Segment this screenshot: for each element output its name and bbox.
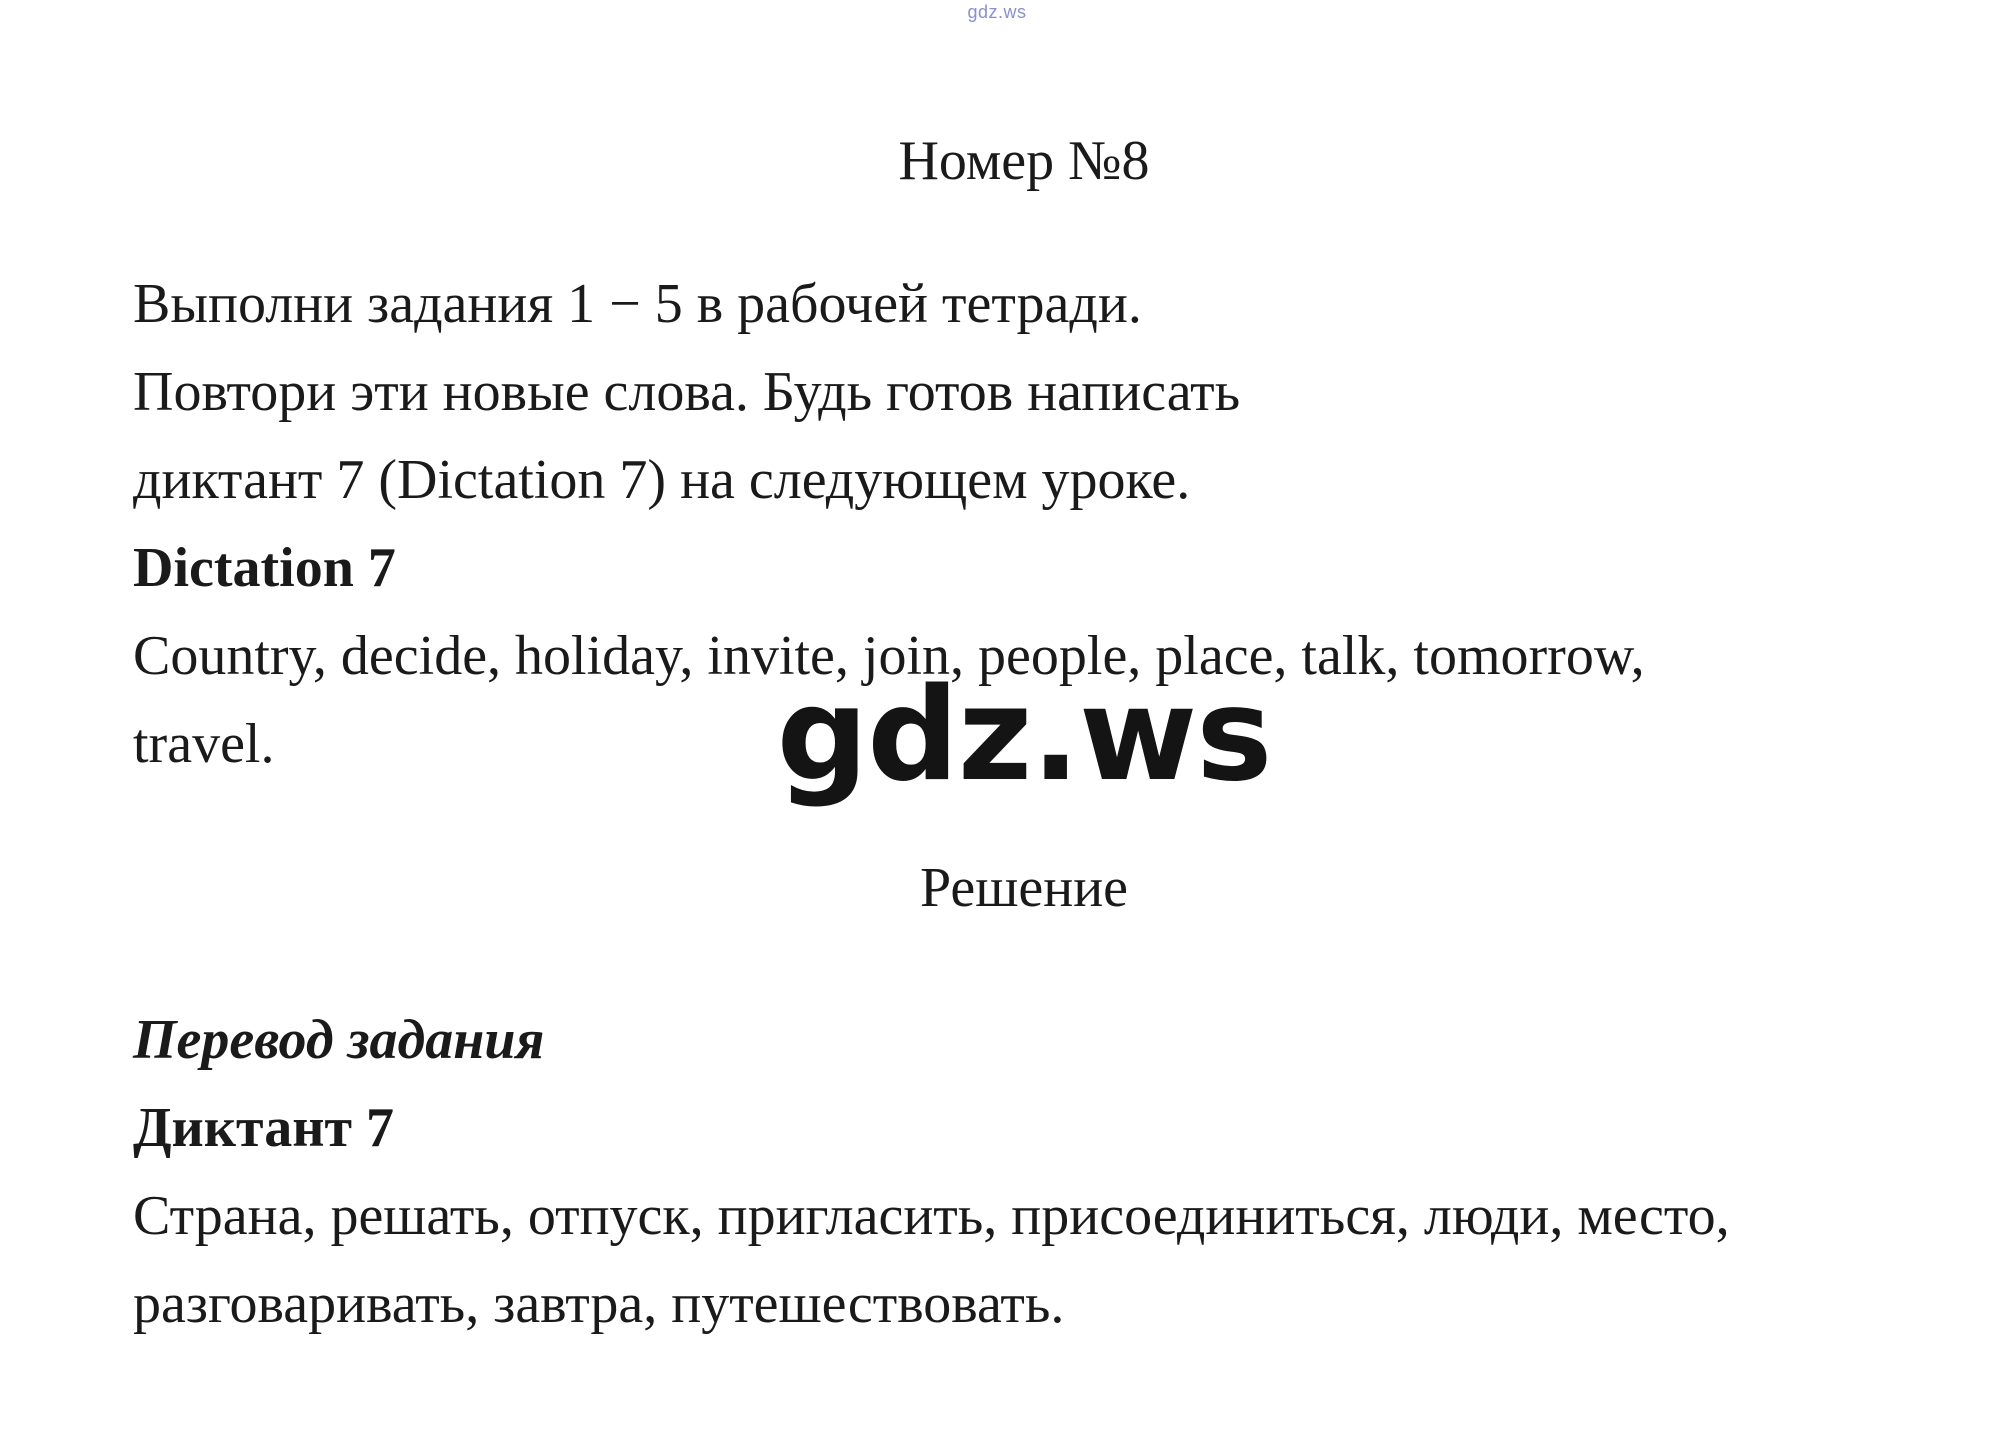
task-line-2: Повтори эти новые слова. Будь готов написать — [133, 361, 1241, 423]
translation-heading: Перевод задания — [133, 1009, 545, 1071]
top-watermark: gdz.ws — [967, 2, 1027, 22]
translated-words-line-2: разговаривать, завтра, путешествовать. — [133, 1273, 1065, 1335]
translated-words-line-1: Страна, решать, отпуск, пригласить, присоединиться, люди, место, — [133, 1185, 1730, 1247]
translated-dictation-heading: Диктант 7 — [133, 1097, 395, 1159]
dictation-heading: Dictation 7 — [133, 537, 396, 599]
task-line-1: Выполни задания 1 − 5 в рабочей тетради. — [133, 273, 1142, 335]
dictation-words-line-2: travel. — [133, 713, 275, 775]
task-line-3: диктант 7 (Dictation 7) на следующем уроке. — [133, 449, 1191, 511]
center-watermark: gdz.ws — [776, 661, 1272, 810]
solution-heading: Решение — [919, 857, 1129, 919]
dictation-words-line-1: Country, decide, holiday, invite, join, people, place, talk, tomorrow, — [133, 625, 1645, 687]
page-title: Номер №8 — [898, 130, 1150, 192]
